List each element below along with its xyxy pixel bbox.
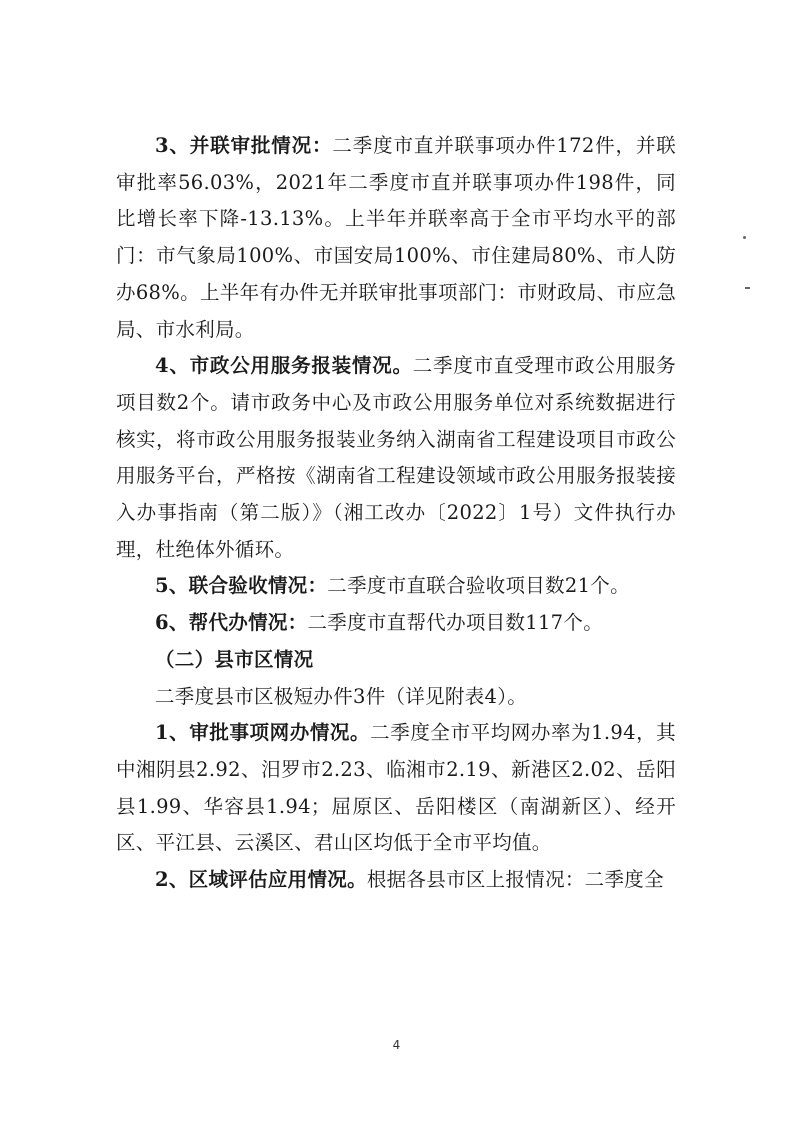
paragraph-municipal-services — [116, 348, 676, 568]
paragraph-text: 二季度市直并联事项办件172件，并联审批率56.03%，2021年二季度市直并联事项办件198件，同比增长率下降-13.13%。上半年并联率高于全市平均水平的部门：市气象局100%、市国安局100%、市住建局80%、市人防办68%。上半年有办件无并联审批事项部门：市财政局、市应急局、市水利局。 — [116, 134, 676, 341]
paragraph-proxy-handling — [116, 605, 676, 642]
paragraph-heading: 6、帮代办情况： — [155, 611, 308, 635]
paragraph-text: 二季度县市区极短办件3件（详见附表4）。 — [155, 684, 528, 708]
section-heading-counties — [116, 642, 676, 679]
paragraph-joint-acceptance — [116, 568, 676, 605]
paragraph-heading: 1、审批事项网办情况。 — [155, 721, 371, 745]
paragraph-parallel-approval — [116, 128, 676, 348]
paragraph-heading: 4、市政公用服务报装情况。 — [155, 354, 413, 378]
scan-mark — [745, 287, 750, 289]
paragraph-text: 二季度市直联合验收项目数21个。 — [327, 574, 630, 598]
paragraph-text: 根据各县市区上报情况：二季度全 — [366, 868, 664, 892]
paragraph-online-processing — [116, 715, 676, 862]
paragraph-heading: 3、并联审批情况： — [155, 134, 333, 157]
paragraph-heading: （二）县市区情况 — [155, 647, 314, 671]
paragraph-text: 二季度市直帮代办项目数117个。 — [307, 611, 603, 635]
paragraph-short-processing — [116, 679, 676, 716]
scan-speck — [743, 236, 746, 239]
paragraph-text: 二季度市直受理市政公用服务项目数2个。请市政务中心及市政公用服务单位对系统数据进行核实，将市政公用服务报装业务纳入湖南省工程建设项目市政公用服务平台，严格按《湖南省工程建设领域市政公用服务报装接入办事指南（第二版）》（湘工改办〔2022〕1号）文件执行办理，杜绝体外循环。 — [116, 354, 677, 561]
paragraph-heading: 2、区域评估应用情况。 — [155, 868, 367, 892]
paragraph-regional-assessment — [116, 862, 676, 899]
paragraph-heading: 5、联合验收情况： — [155, 574, 328, 598]
document-body — [116, 128, 676, 899]
paragraph-text: 二季度全市平均网办率为1.94，其中湘阴县2.92、汨罗市2.23、临湘市2.19、新港区2.02、岳阳县1.99、华容县1.94；屈原区、岳阳楼区（南湖新区）、经开区、平江县、云溪区、君山区均低于全市平均值。 — [116, 721, 676, 855]
page-number: 4 — [392, 1038, 401, 1052]
